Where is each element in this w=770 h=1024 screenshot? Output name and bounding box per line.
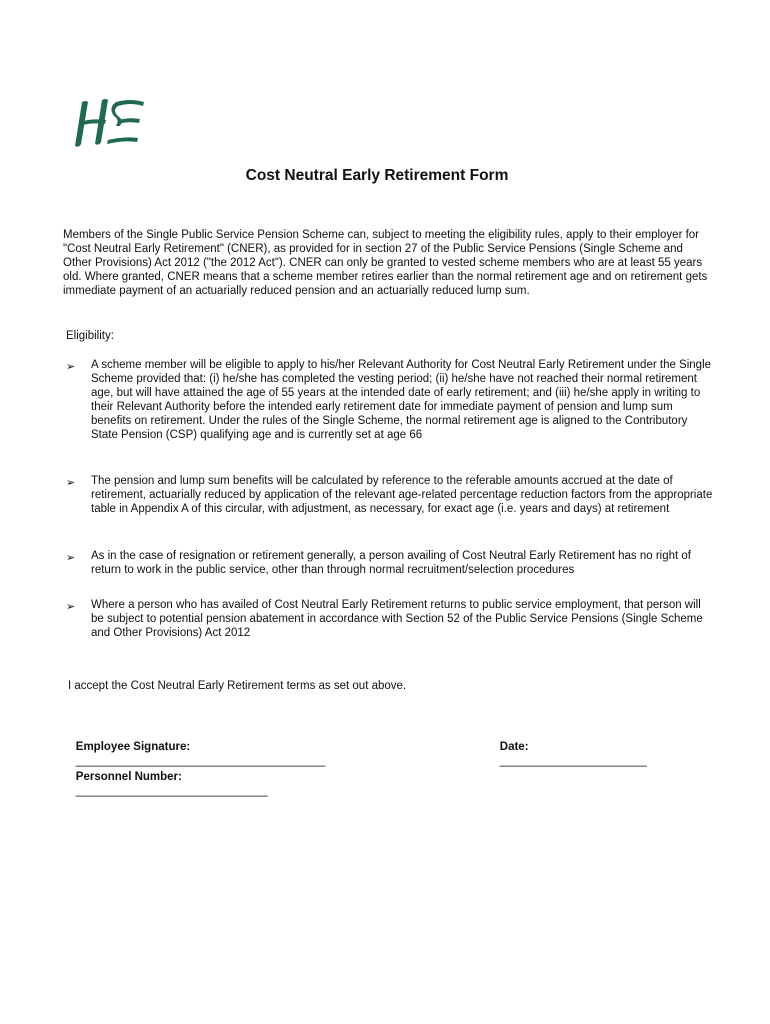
list-item-text: Where a person who has availed of Cost Neutral Early Retirement returns to public service employment, that person will be subject to potential pension abatement in accordance with Section 52 of the Public Service Pensions (Single Scheme and Other Provisions) Act 2012 — [91, 599, 703, 639]
list-item-text: As in the case of resignation or retirement generally, a person availing of Cost Neutral Early Retirement has no right of return to work in the public service, other than through normal recruitment/selection procedures — [91, 550, 692, 576]
employee-signature-label: Employee Signature: — [75, 741, 191, 753]
arrow-bullet-icon: ➢ — [66, 600, 76, 613]
date-row — [487, 726, 647, 782]
date-field[interactable]: _______________________ — [499, 755, 647, 767]
form-title: Cost Neutral Early Retirement Form — [245, 167, 509, 184]
date-label: Date: — [499, 741, 529, 753]
list-item-text: A scheme member will be eligible to apply to his/her Relevant Authority for Cost Neutral Early Retirement under the Single Scheme provided that: (i) he/she has completed the vesting period; (ii) he/she have not reached their normal retirement age, but will have attained the age of 55 years at the intended date of early retirement; and (iii) he/she apply in writing to their Relevant Authority before the intended early retirement date for immediate payment of pension and lump sum benefits on retirement. Under the rules of the Single Scheme, the normal retirement age is aligned to the Contributory State Pension (CSP) qualifying age and is currently set at age 66 — [91, 359, 712, 441]
arrow-bullet-icon: ➢ — [66, 476, 76, 489]
hse-logo — [72, 96, 148, 152]
personnel-number-row — [63, 756, 268, 812]
acceptance-statement: I accept the Cost Neutral Early Retirement terms as set out above. — [68, 680, 407, 692]
list-item-text: The pension and lump sum benefits will be calculated by reference to the referable amounts accrued at the date of retirement, actuarially reduced by application of the relevant age-related percentage reduction factors from the appropriate table in Appendix A of this circular, with adjustment, as necessary, for exact age (i.e. years and days) at retirement — [91, 475, 713, 515]
intro-paragraph: Members of the Single Public Service Pension Scheme can, subject to meeting the eligibility rules, apply to their employer for "Cost Neutral Early Retirement" (CNER), as provided for in section 27 of the Public Service Pensions (Single Scheme and Other Provisions) Act 2012 ("the 2012 Act"). CNER can only be granted to vested scheme members who are at least 55 years old. Where granted, CNER means that a scheme member retires earlier than the normal retirement age and on retirement gets immediate payment of an actuarially reduced pension and an actuarially reduced lump sum. — [63, 229, 708, 297]
eligibility-heading: Eligibility: — [66, 330, 114, 342]
employee-signature-field[interactable]: _______________________________________ — [75, 755, 326, 767]
personnel-number-field[interactable]: ______________________________ — [75, 785, 268, 797]
personnel-number-label: Personnel Number: — [75, 771, 182, 783]
arrow-bullet-icon: ➢ — [66, 551, 76, 564]
arrow-bullet-icon: ➢ — [66, 360, 76, 373]
